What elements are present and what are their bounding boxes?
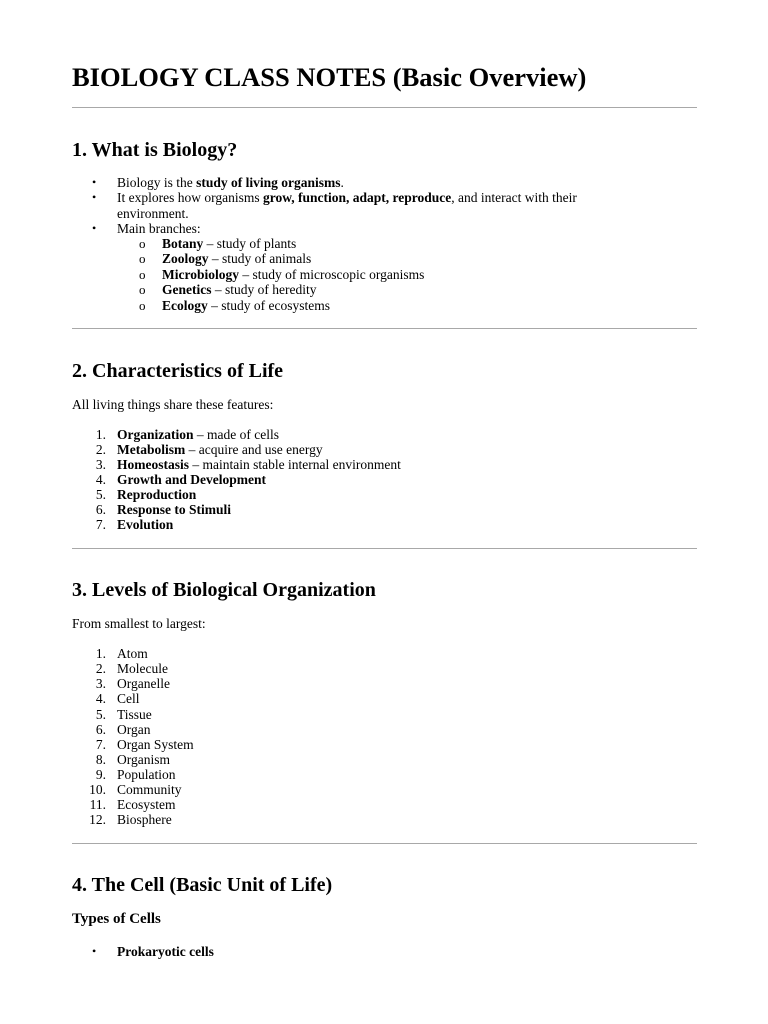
- numbered-item: Organ System: [117, 737, 194, 752]
- list-number: 6.: [95, 722, 106, 737]
- list-item: It explores how organisms grow, function, adapt, reproduce, and interact with their: [117, 190, 577, 205]
- list-number: 7.: [95, 517, 106, 532]
- subsection-heading: Types of Cells: [72, 911, 161, 927]
- list-number: 4.: [95, 472, 106, 487]
- numbered-item: Organism: [117, 752, 170, 767]
- numbered-item: Organ: [117, 722, 151, 737]
- page-title: BIOLOGY CLASS NOTES (Basic Overview): [72, 62, 587, 92]
- sub-bullet: o: [139, 282, 146, 297]
- section-heading-3: 3. Levels of Biological Organization: [72, 579, 376, 601]
- numbered-item: Reproduction: [117, 487, 197, 502]
- list-number: 10.: [89, 782, 106, 797]
- sub-bullet: o: [139, 251, 146, 266]
- numbered-item: Evolution: [117, 517, 174, 532]
- numbered-item: Metabolism – acquire and use energy: [117, 442, 323, 457]
- sub-list-item: Genetics – study of heredity: [162, 282, 317, 297]
- numbered-item: Organization – made of cells: [117, 427, 279, 442]
- sub-bullet: o: [139, 267, 146, 282]
- list-item-continuation: environment.: [117, 206, 189, 221]
- paragraph: All living things share these features:: [72, 397, 274, 412]
- numbered-item: Homeostasis – maintain stable internal environment: [117, 457, 401, 472]
- paragraph: From smallest to largest:: [72, 616, 206, 631]
- list-number: 4.: [95, 691, 106, 706]
- numbered-item: Growth and Development: [117, 472, 267, 487]
- list-number: 7.: [95, 737, 106, 752]
- sub-list-item: Zoology – study of animals: [162, 251, 312, 266]
- numbered-item: Tissue: [117, 707, 152, 722]
- numbered-item: Atom: [117, 646, 148, 661]
- sub-list-item: Botany – study of plants: [162, 236, 297, 251]
- list-number: 9.: [95, 767, 106, 782]
- list-number: 2.: [95, 442, 106, 457]
- bullet: •: [92, 175, 97, 189]
- list-item: Biology is the study of living organisms.: [117, 175, 344, 190]
- list-number: 5.: [95, 487, 106, 502]
- divider: [72, 328, 697, 329]
- list-number: 3.: [95, 676, 106, 691]
- list-number: 3.: [95, 457, 106, 472]
- divider: [72, 548, 697, 549]
- divider: [72, 843, 697, 844]
- numbered-item: Cell: [117, 691, 140, 706]
- section-heading-1: 1. What is Biology?: [72, 139, 238, 161]
- numbered-item: Population: [117, 767, 176, 782]
- section-heading-4: 4. The Cell (Basic Unit of Life): [72, 874, 333, 896]
- list-item: Main branches:: [117, 221, 201, 236]
- list-number: 8.: [95, 752, 106, 767]
- list-item: Prokaryotic cells: [117, 944, 214, 959]
- list-number: 1.: [95, 646, 106, 661]
- numbered-item: Biosphere: [117, 812, 172, 827]
- list-number: 11.: [89, 797, 106, 812]
- list-number: 5.: [95, 707, 106, 722]
- sub-list-item: Microbiology – study of microscopic organisms: [162, 267, 425, 282]
- divider: [72, 107, 697, 108]
- numbered-item: Molecule: [117, 661, 168, 676]
- list-number: 1.: [95, 427, 106, 442]
- bullet: •: [92, 221, 97, 235]
- numbered-item: Ecosystem: [117, 797, 176, 812]
- section-heading-2: 2. Characteristics of Life: [72, 360, 284, 382]
- numbered-item: Organelle: [117, 676, 170, 691]
- sub-list-item: Ecology – study of ecosystems: [162, 298, 330, 313]
- list-number: 2.: [95, 661, 106, 676]
- bullet: •: [92, 190, 97, 204]
- list-number: 6.: [95, 502, 106, 517]
- numbered-item: Community: [117, 782, 182, 797]
- list-number: 12.: [89, 812, 106, 827]
- sub-bullet: o: [139, 236, 146, 251]
- numbered-item: Response to Stimuli: [117, 502, 232, 517]
- sub-bullet: o: [139, 298, 146, 313]
- bullet: •: [92, 944, 97, 958]
